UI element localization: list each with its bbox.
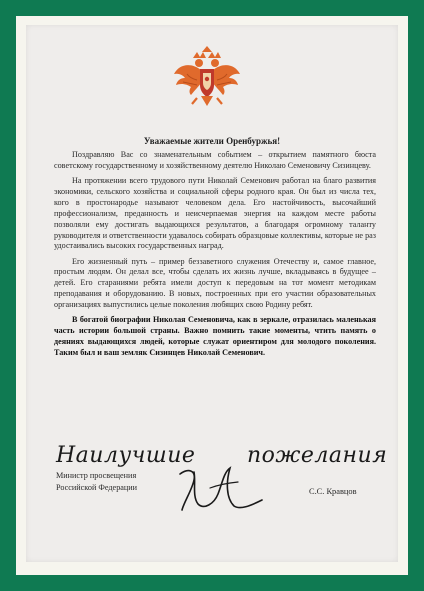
handwritten-closing-word-2: пожелания <box>246 443 388 468</box>
paragraph-career: На протяжении всего трудового пути Николай Семенович работал на благо развития экономики, сельского хозяйства и социальной сферы родного края. Он был из числа тех, кого в простонародье называют человеком дела. Его настойчивость, высочайший профессионализм, преданность и неисчерпаемая энергия на каждом месте работы позволяли ему достигать выдающихся результатов, а благодаря огромному таланту руководителя и ответственности удавалось собирать образцовые коллективы, которые не раз удостаивались высоких государственных наград. <box>54 176 376 251</box>
paragraph-biography: В богатой биографии Николая Семеновича, как в зеркале, отразилась маленькая часть истории большой страны. Важно помнить такие моменты, чтить память о деяниях выдающихся людей, которые служат ориентиром для молодого поколения. Таким был и ваш земляк Сизинцев Николай Семенович. <box>54 315 376 357</box>
signer-name: С.С. Кравцов <box>309 487 357 496</box>
signer-title-line-2: Российской Федерации <box>56 483 138 492</box>
paragraph-life-path: Его жизненный путь – пример беззаветного служения Отечеству и, самое главное, простым людям. Он делал все, чтобы сделать их жизнь лучше, вкладываясь в будущее – детей. Его стараниями ребята имели доступ к передовым на тот момент методикам преподавания и оборудованию. В новых, построенных при его участии образовательных организациях выпустились целые поколения любящих свою Родину ребят. <box>54 256 376 310</box>
letter-salutation: Уважаемые жители Оренбуржья! <box>143 136 281 146</box>
paragraph-opening: Поздравляю Вас со знаменательным событием – открытием памятного бюста советскому государственному и хозяйственному деятелю Николаю Семеновичу Сизинцеву. <box>54 150 376 170</box>
signer-title <box>56 470 137 494</box>
double-headed-eagle-emblem-icon <box>171 44 243 116</box>
handwritten-closing-word-1: Наилучшие <box>56 443 196 468</box>
handwritten-signature <box>170 452 280 516</box>
signer-title-line-1: Министр просвещения <box>56 471 137 480</box>
letter-body <box>54 150 376 363</box>
